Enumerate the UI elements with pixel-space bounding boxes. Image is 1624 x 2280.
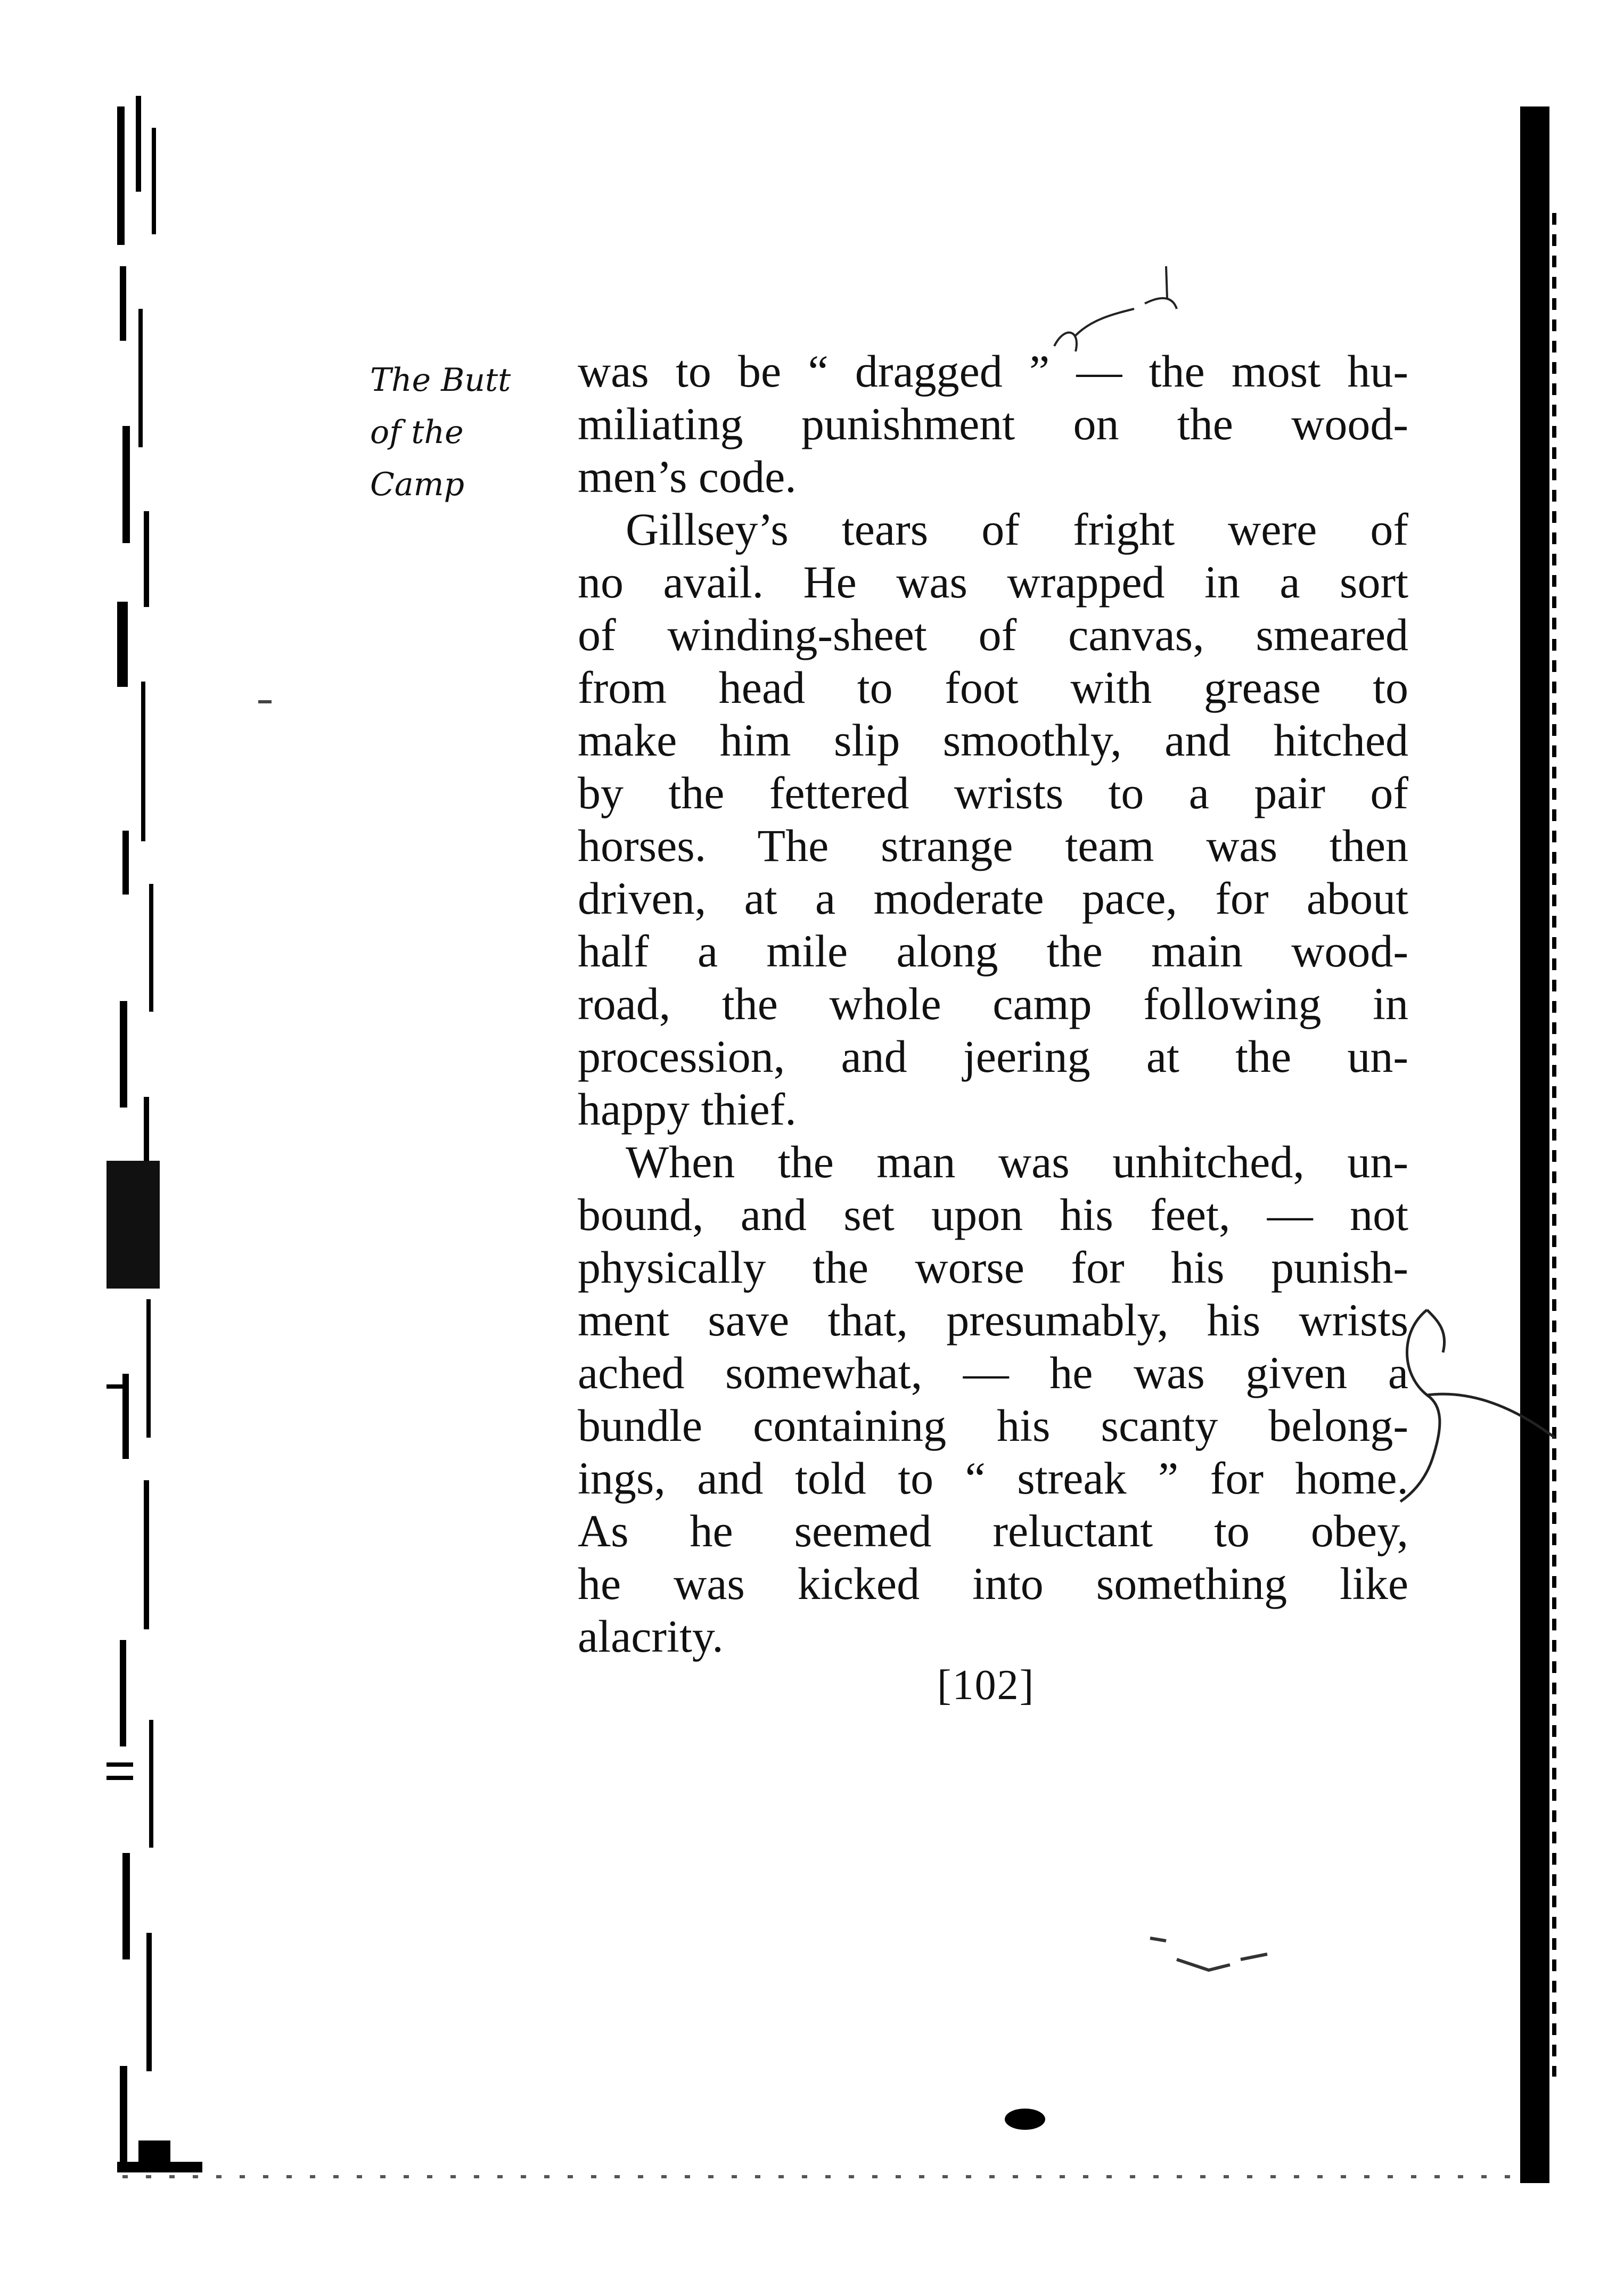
text-line: make him slip smoothly, and hitched [578,715,1408,766]
pencil-bracket-mark [1395,1299,1571,1523]
left-binding-edge [106,96,202,2172]
paragraph-1 [578,345,1408,503]
text-line: men’s code. [578,451,797,502]
paragraph-2 [578,503,1408,1136]
text-line: driven, at a moderate pace, for about [578,873,1408,924]
text-line: was to be “ dragged ” — the most hu- [578,346,1408,397]
marginal-heading-line: The Butt [370,362,511,399]
marginal-heading-line: of the [370,414,464,451]
text-line: road, the whole camp following in [578,978,1408,1029]
text-line: As he seemed reluctant to obey, [578,1505,1408,1556]
text-line: Gillsey’s tears of fright were of [626,504,1408,555]
text-line: alacrity. [578,1611,724,1662]
bottom-page-edge [122,2175,1518,2178]
body-text [578,345,1408,1663]
text-line: procession, and jeering at the un- [578,1031,1408,1082]
text-line: from head to foot with grease to [578,662,1408,713]
marginal-heading [370,354,578,511]
stray-dots [256,692,277,713]
text-line: ment save that, presumably, his wrists [578,1294,1408,1346]
ink-blot [1001,2103,1049,2135]
text-line: happy thief. [578,1084,797,1135]
text-line: bound, and set upon his feet, — not [578,1189,1408,1240]
right-page-edge [1520,106,1549,2183]
pencil-scribble-top [1044,266,1214,373]
text-line: by the fettered wrists to a pair of [578,767,1408,818]
text-line: of winding-sheet of canvas, smeared [578,609,1408,660]
text-line: miliating punishment on the wood- [578,398,1408,449]
paragraph-3 [578,1136,1408,1663]
text-line: half a mile along the main wood- [578,925,1408,977]
smudge-marks [1145,1928,1283,1991]
marginal-heading-line: Camp [370,466,464,503]
text-line: When the man was unhitched, un- [626,1136,1408,1187]
text-line: bundle containing his scanty belong- [578,1400,1408,1451]
text-line: ached somewhat, — he was given a [578,1347,1408,1398]
text-line: physically the worse for his punish- [578,1242,1408,1293]
page-number: [102] [937,1662,1035,1709]
text-line: horses. The strange team was then [578,820,1408,871]
text-line: no avail. He was wrapped in a sort [578,556,1408,608]
text-line: he was kicked into something like [578,1558,1408,1609]
text-line: ings, and told to “ streak ” for home. [578,1453,1408,1504]
